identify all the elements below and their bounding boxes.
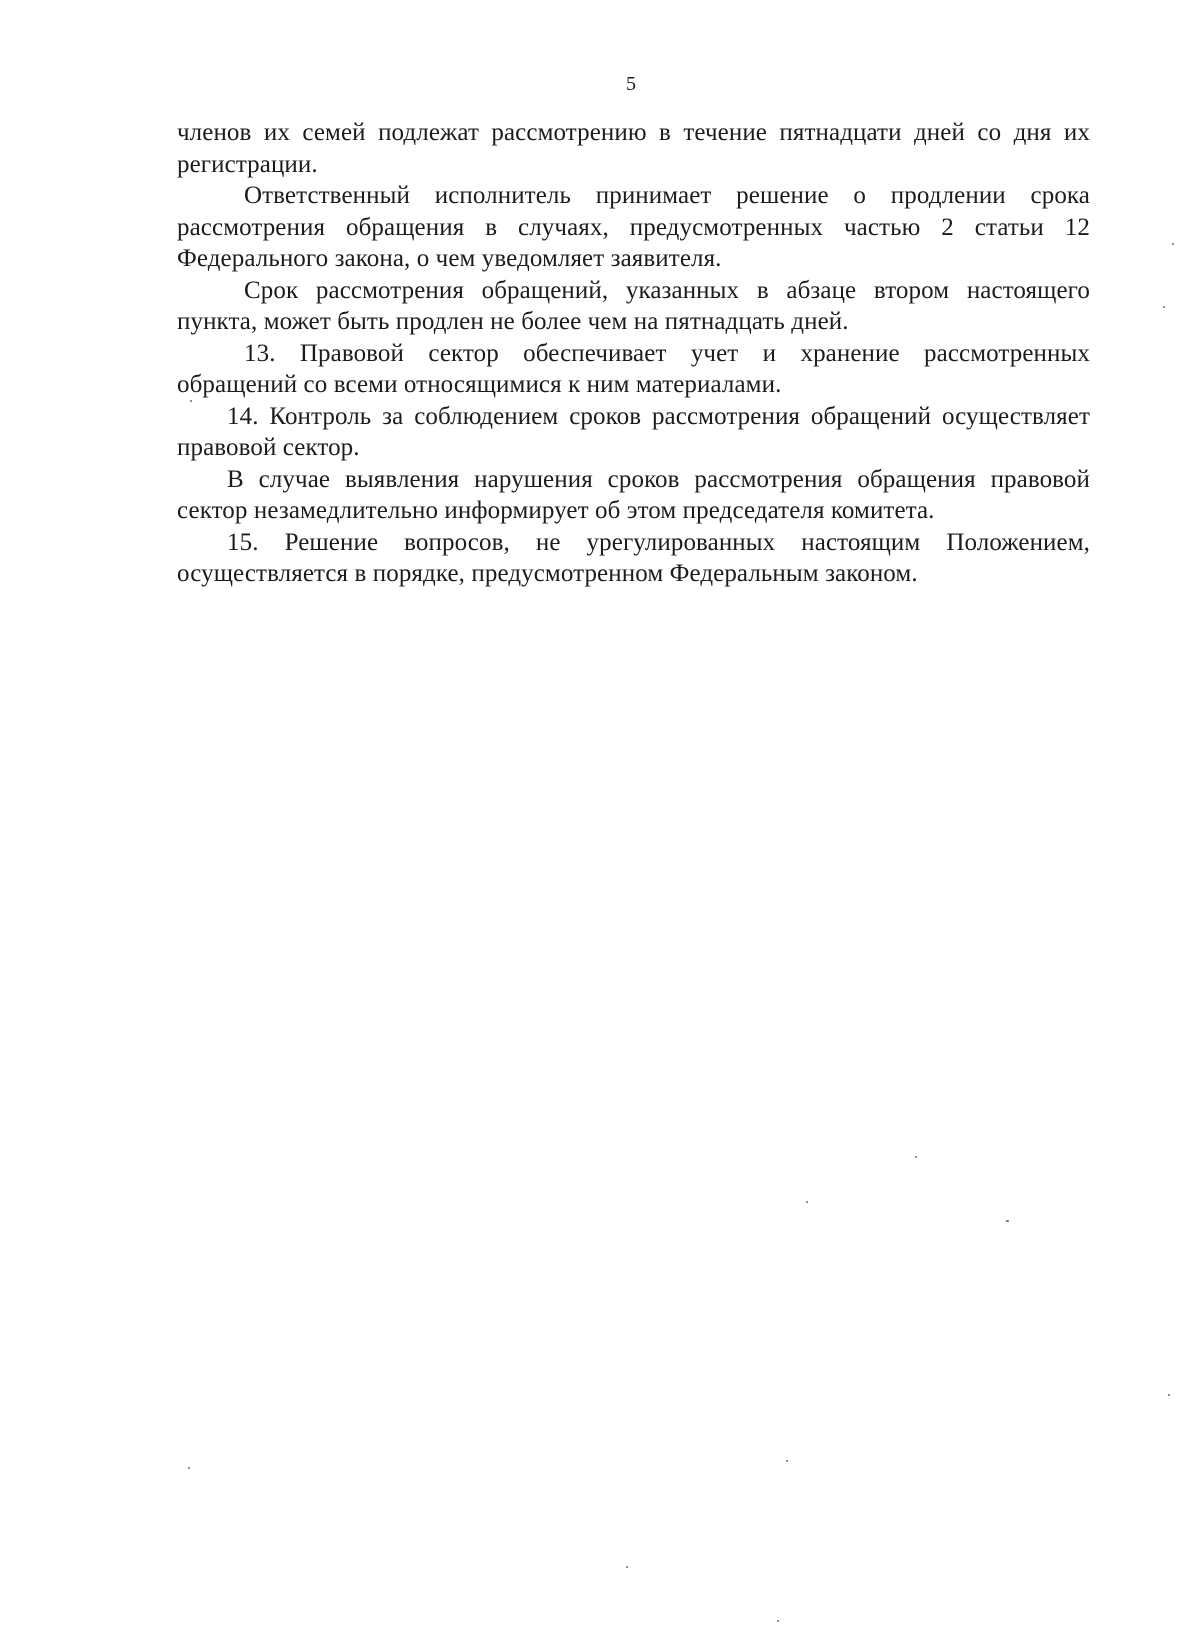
paragraph-item-13: 13. Правовой сектор обеспечивает учет и хранение рассмотренных обращений со всеми относящимися к ним материалами.	[177, 339, 1090, 398]
scan-speck	[626, 1566, 628, 1568]
scan-speck	[806, 1201, 808, 1203]
scan-speck	[190, 400, 192, 402]
paragraph-item-14: 14. Контроль за соблюдением сроков рассмотрения обращений осуществляет правовой сектор.	[177, 402, 1090, 461]
scan-speck	[1163, 306, 1165, 308]
paragraph-violation: В случае выявления нарушения сроков рассмотрения обращения правовой сектор незамедлительно информирует об этом председателя комитета.	[177, 465, 1090, 524]
scan-speck	[915, 1156, 917, 1158]
page-number: 5	[626, 73, 636, 95]
scan-speck	[188, 1467, 190, 1469]
scan-speck	[1172, 243, 1174, 245]
scan-speck	[786, 1460, 788, 1462]
scan-speck	[777, 1620, 779, 1622]
paragraph-extension-decision: Ответственный исполнитель принимает решение о продлении срока рассмотрения обращения в случаях, предусмотренных частью 2 статьи 12 Федерального закона, о чем уведомляет заявителя.	[177, 182, 1090, 272]
paragraph-extension-limit: Срок рассмотрения обращений, указанных в абзаце втором настоящего пункта, может быть продлен не более чем на пятнадцать дней.	[177, 276, 1090, 335]
scan-speck	[1006, 1220, 1009, 1222]
scan-speck	[1168, 1394, 1170, 1396]
document-body	[177, 117, 1090, 590]
paragraph-continuation: членов их семей подлежат рассмотрению в течение пятнадцати дней со дня их регистрации.	[177, 119, 1090, 178]
paragraph-item-15: 15. Решение вопросов, не урегулированных настоящим Положением, осуществляется в порядке, предусмотренном Федеральным законом.	[177, 528, 1090, 587]
